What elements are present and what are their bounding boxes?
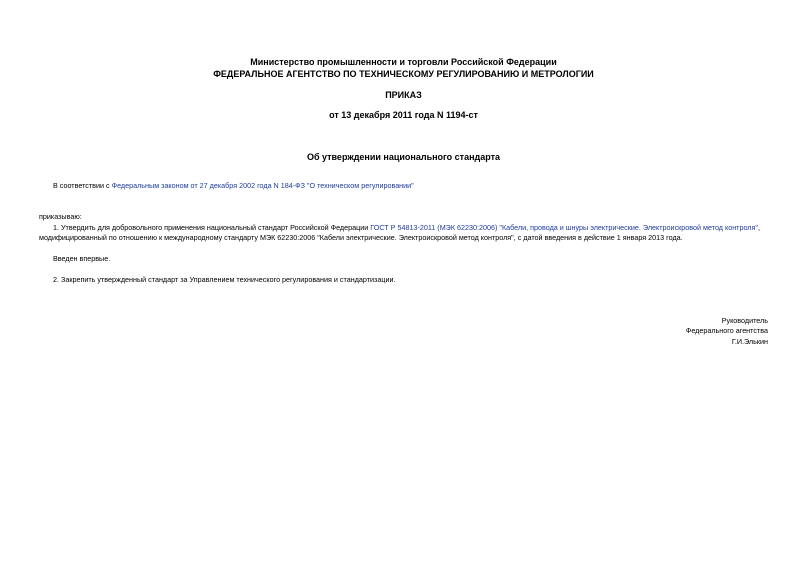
document-subject: Об утверждении национального стандарта <box>306 152 501 162</box>
item1-suffix: , <box>757 223 760 232</box>
agency-name: ФЕДЕРАЛЬНОЕ АГЕНТСТВО ПО ТЕХНИЧЕСКОМУ РЕГУЛИРОВАНИЮ И МЕТРОЛОГИИ <box>213 69 594 79</box>
gost-standard-link[interactable]: ГОСТ Р 54813-2011 (МЭК 62230:2006) "Кабели, провода и шнуры электрические. Электроискровой метод контроля" <box>370 223 758 232</box>
introduced-note: Введен впервые. <box>53 254 111 263</box>
item1-line1 <box>53 223 760 232</box>
ministry-name: Министерство промышленности и торговли Российской Федерации <box>250 57 557 67</box>
item1-prefix: 1. Утвердить для добровольного применения национальный стандарт Российской Федерации <box>53 223 371 232</box>
intro-prefix: В соответствии с <box>53 181 112 190</box>
signature-title-1: Руководитель <box>721 316 768 325</box>
document-date-number: от 13 декабря 2011 года N 1194-ст <box>329 110 478 120</box>
document-type: ПРИКАЗ <box>385 90 422 100</box>
item2-paragraph: 2. Закрепить утвержденный стандарт за Управлением технического регулирования и стандартизации. <box>53 275 396 284</box>
signature-name: Г.И.Элькин <box>731 337 768 346</box>
item1-line2: модифицированный по отношению к международному стандарту МЭК 62230:2006 "Кабели электрические. Электроискровой метод контроля", с датой введения в действие 1 января 2013 года. <box>39 233 683 242</box>
federal-law-link[interactable]: Федеральным законом от 27 декабря 2002 года N 184-ФЗ "О техническом регулировании" <box>111 181 414 190</box>
order-word: приказываю: <box>39 212 82 221</box>
intro-paragraph <box>53 181 414 190</box>
signature-title-2: Федерального агентства <box>685 326 768 335</box>
